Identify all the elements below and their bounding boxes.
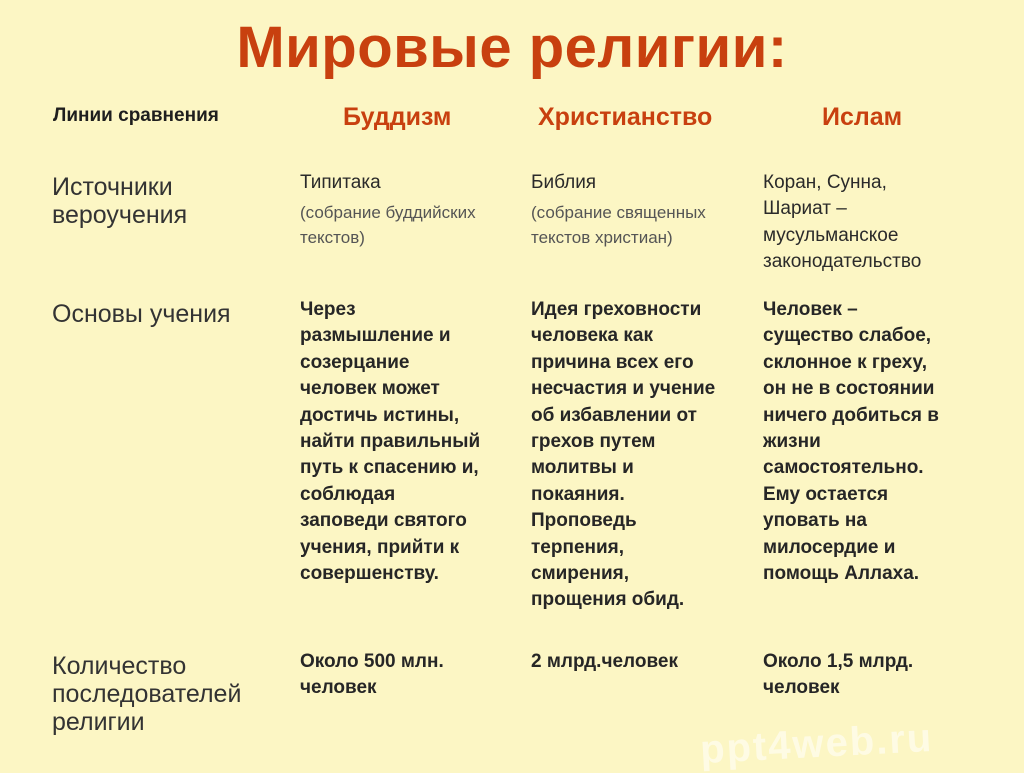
- cell-sources-christianity-note: (собрание священных текстов христиан): [531, 203, 706, 247]
- cell-sources-buddhism-note: (собрание буддийских текстов): [300, 203, 476, 247]
- row-label-followers: Количество последователей религии: [52, 652, 242, 736]
- cell-sources-buddhism: Типитака: [300, 172, 381, 193]
- header-buddhism: Буддизм: [343, 103, 452, 131]
- header-christianity: Христианство: [538, 103, 713, 131]
- cell-sources-christianity: Библия: [531, 172, 597, 193]
- header-comparison-lines: Линии сравнения: [53, 105, 219, 126]
- cell-basics-buddhism: Через размышление и созерцание человек может достичь истины, найти правильный путь к спасению и, соблюдая заповеди святого учения, прийти к совершенству.: [300, 299, 481, 585]
- cell-followers-islam: Около 1,5 млрд. человек: [763, 651, 914, 699]
- row-label-sources: Источники вероучения: [52, 173, 188, 229]
- header-islam: Ислам: [822, 103, 903, 131]
- watermark: ppt4web.ru: [698, 715, 935, 773]
- page-title: Мировые религии:: [236, 15, 788, 80]
- cell-followers-christianity: 2 млрд.человек: [531, 651, 678, 672]
- cell-followers-buddhism: Около 500 млн. человек: [300, 651, 444, 699]
- row-label-basics: Основы учения: [52, 300, 231, 328]
- cell-basics-islam: Человек – существо слабое, склонное к греху, он не в состоянии ничего добиться в жизни самостоятельно. Ему остается уповать на милосердие и помощь Аллаха.: [763, 299, 939, 585]
- cell-sources-islam: Коран, Сунна, Шариат – мусульманское законодательство: [763, 172, 922, 273]
- cell-basics-christianity: Идея греховности человека как причина всех его несчастия и учение об избавлении от грехов путем молитвы и покаяния. Проповедь терпения, смирения, прощения обид.: [531, 299, 716, 611]
